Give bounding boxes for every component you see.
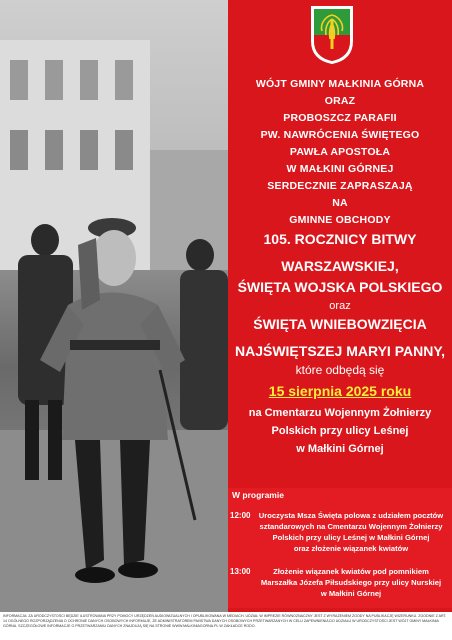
program-line: Złożenie wiązanek kwiatów pod pomnikiem <box>273 567 429 576</box>
announcement-text <box>228 76 452 457</box>
place-line: w Małkini Górnej <box>296 443 384 455</box>
header-line: GMINNE OBCHODY <box>289 214 391 226</box>
header-line: PROBOSZCZ PARAFII <box>283 112 397 124</box>
program-time: 12:00 <box>230 511 251 520</box>
place-line: Polskich przy ulicy Leśnej <box>271 425 409 437</box>
coat-of-arms-icon <box>310 5 354 65</box>
header-line: WÓJT GMINY MAŁKINIA GÓRNA <box>255 78 425 90</box>
header-line: SERDECZNIE ZAPRASZAJĄ <box>267 180 413 192</box>
header-line: ORAZ <box>324 95 356 107</box>
program-description <box>256 566 446 599</box>
header-line: NA <box>332 197 348 209</box>
event-date: 15 sierpnia 2025 roku <box>268 383 412 399</box>
place-line: na Cmentarzu Wojennym Żołnierzy <box>248 407 432 419</box>
program-line: Uroczysta Msza Święta polowa z udziałem pocztów <box>258 511 444 520</box>
which-text: które odbędą się <box>295 363 385 377</box>
program-item <box>230 566 450 600</box>
header-line: PAWŁA APOSTOŁA <box>289 146 391 158</box>
event-title-line: 105. ROCZNICY BITWY <box>263 231 417 247</box>
program-time: 13:00 <box>230 567 251 576</box>
program-item <box>230 510 450 554</box>
program-line: w Małkini Górnej <box>320 589 382 598</box>
oraz-text: oraz <box>329 300 351 312</box>
program-title: W programie <box>232 490 284 500</box>
event-title-line: ŚWIĘTA WNIEBOWZIĘCIA <box>253 316 427 332</box>
program-description <box>256 510 446 554</box>
program-line: sztandarowych na Cmentarzu Wojennym Żołnierzy <box>259 522 443 531</box>
program-line: Polskich przy ulicy Leśnej w Małkini Górnej <box>272 533 430 542</box>
event-title-line: NAJŚWIĘTSZEJ MARYI PANNY, <box>234 343 446 359</box>
event-title-line: WARSZAWSKIEJ, <box>281 258 399 274</box>
header-line: PW. NAWRÓCENIA ŚWIĘTEGO <box>260 129 420 141</box>
event-title-line: ŚWIĘTA WOJSKA POLSKIEGO <box>237 279 443 295</box>
program-line: Marszałka Józefa Piłsudskiego przy ulicy Nurskiej <box>260 578 442 587</box>
footer-rodo-notice: INFORMACJA: ZA URODCZYSTOŚCI BĘDZIE ILUSTROWANA PRZY POMOCY URZĘDZEŃ AUDIOWIZUALNYCH I OPUBLIKOWANA W MEDIACH. UDZIAŁ W IMPREZIE RÓWNOZNACZNY JEST Z WYRAŻENIEM ZGODY NA PUBLIKACJĘ WIZERUNKU. ZGODNIE Z ART. 14 OGÓLNEGO ROZPORZĄDZENIA O OCHRONIE DANYCH OSOBOWYCH INFORMUJE, ŻE ADMINISTRATOREM PAŃSTWA DANYCH OSOBOWYCH PRZETWARZANYCH W CELU ZAPEWNIENIA DO UDZIAŁU W URODCZYSTOŚCI JEST WÓJT GMINY MAŁKINIA GÓRNA. SZCZEGÓŁOWE INFORMACJE O PRZETWARZANIU DANYCH ZNAJDUJĄ SIĘ NA STRONIE WWW.MALKINIAGORNA.PL W ZAKŁADCE RODO. <box>0 612 452 640</box>
header-line: W MAŁKINI GÓRNEJ <box>286 163 394 175</box>
program-line: oraz złożenie wiązanek kwiatów <box>293 544 409 553</box>
